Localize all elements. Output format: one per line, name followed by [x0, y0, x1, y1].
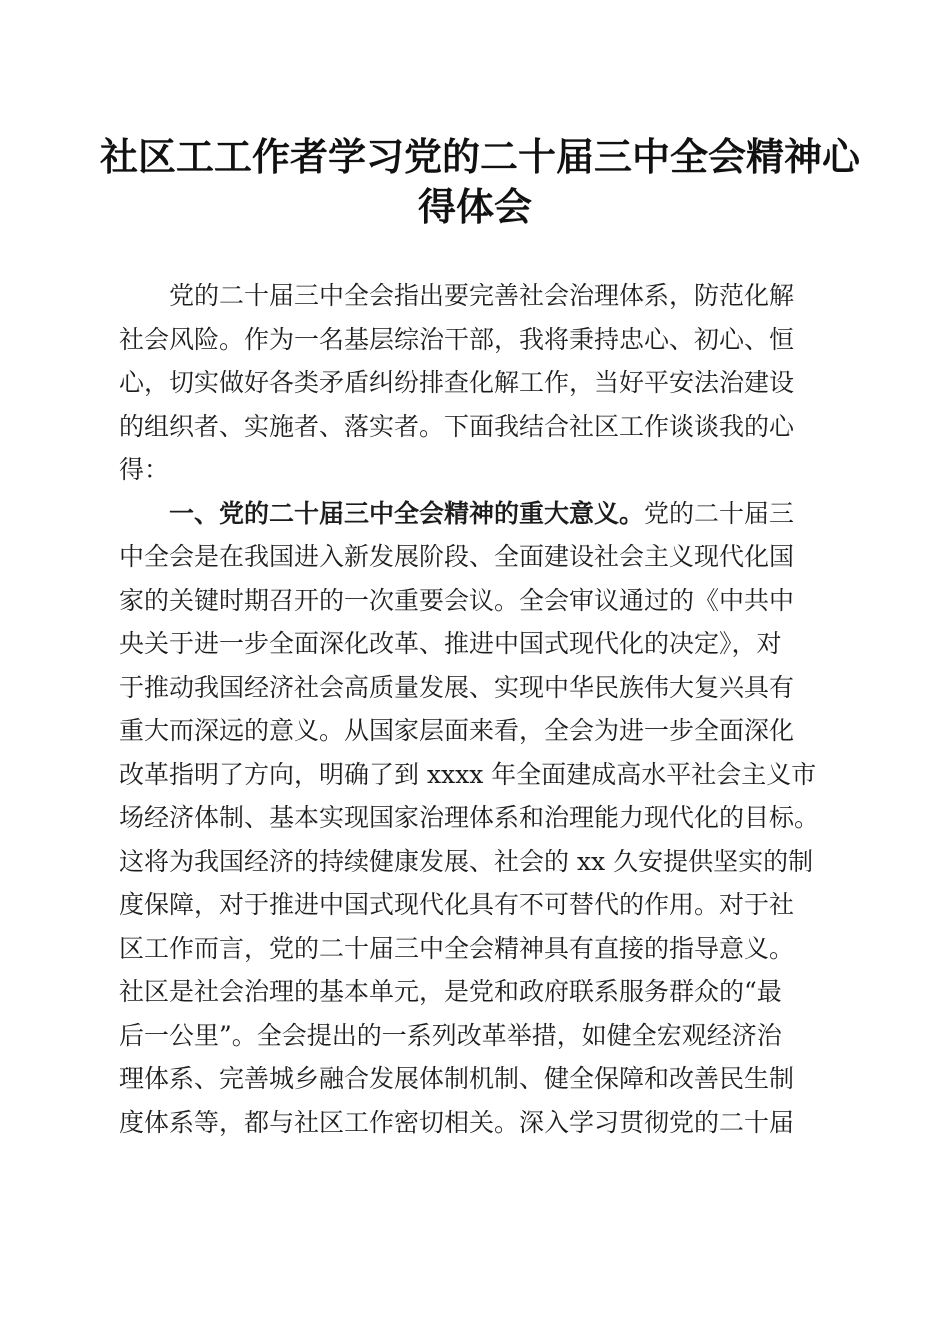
paragraph-line: 后一公里”。全会提出的一系列改革举措，如健全宏观经济治 [119, 1020, 782, 1050]
section-heading: 一、党的二十届三中全会精神的重大意义。 [169, 498, 645, 528]
paragraph-line: 重大而深远的意义。从国家层面来看，全会为进一步全面深化 [119, 716, 795, 745]
paragraph-line: 理体系、完善城乡融合发展体制机制、健全保障和改善民生制 [119, 1064, 795, 1093]
paragraph-line: 社会风险。作为一名基层综治干部，我将秉持忠心、初心、恒 [119, 324, 795, 354]
paragraph-line: 区工作而言，党的二十届三中全会精神具有直接的指导意义。 [119, 933, 795, 963]
paragraph-line: 改革指明了方向，明确了到 xxxx 年全面建成高水平社会主义市 [119, 759, 817, 789]
paragraph-line: 度体系等，都与社区工作密切相关。深入学习贯彻党的二十届 [119, 1107, 795, 1137]
paragraph-line: 的组织者、实施者、落实者。下面我结合社区工作谈谈我的心 [119, 411, 795, 441]
title-line: 得体会 [417, 184, 532, 229]
paragraph-line: 度保障，对于推进中国式现代化具有不可替代的作用。对于社 [119, 890, 795, 919]
paragraph-line: 场经济体制、基本实现国家治理体系和治理能力现代化的目标。 [119, 803, 820, 832]
paragraph-line: 家的关键时期召开的一次重要会议。全会审议通过的《中共中 [119, 585, 795, 615]
section-text: 党的二十届三 [644, 498, 795, 528]
paragraph-intro [119, 274, 831, 492]
document-title [100, 132, 861, 232]
title-line: 社区工工作者学习党的二十届三中全会精神心 [100, 134, 861, 179]
paragraph-line: 社区是社会治理的基本单元，是党和政府联系服务群众的“最 [119, 977, 782, 1006]
paragraph-line: 央关于进一步全面深化改革、推进中国式现代化的决定》，对 [119, 629, 782, 658]
paragraph-line: 得： [119, 455, 170, 484]
document-body [119, 274, 831, 1144]
section-1 [119, 492, 831, 1145]
paragraph-line: 于推动我国经济社会高质量发展、实现中华民族伟大复兴具有 [119, 672, 795, 702]
paragraph-line: 中全会是在我国进入新发展阶段、全面建设社会主义现代化国 [119, 542, 795, 571]
section-first-line [119, 492, 831, 536]
paragraph-line: 心，切实做好各类矛盾纠纷排查化解工作，当好平安法治建设 [119, 368, 795, 397]
paragraph-line: 党的二十届三中全会指出要完善社会治理体系，防范化解 [169, 281, 795, 310]
paragraph-line: 这将为我国经济的持续健康发展、社会的 xx 久安提供坚实的制 [119, 846, 814, 876]
